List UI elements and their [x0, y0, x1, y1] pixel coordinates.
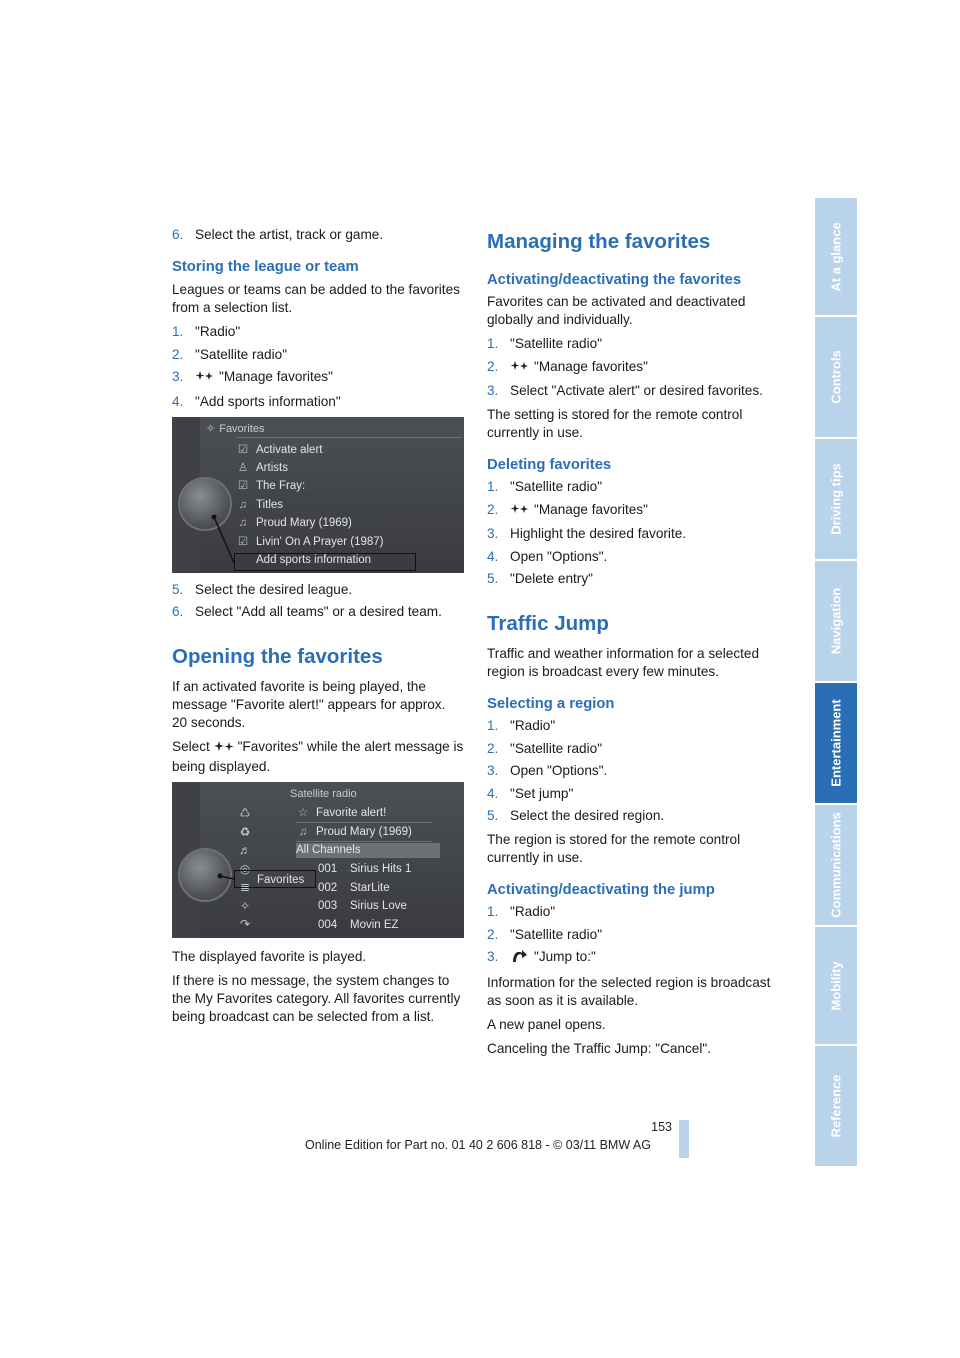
music-icon: ♬: [239, 843, 251, 857]
paragraph-panel: A new panel opens.: [487, 1017, 606, 1032]
step-item: [487, 717, 779, 735]
step-number: 2.: [487, 740, 499, 756]
step-text: "Satellite radio": [510, 479, 603, 494]
menu-title: Satellite radio: [290, 788, 357, 800]
step-number: 3.: [487, 526, 499, 541]
menu-item-icon: ☑: [237, 443, 249, 456]
traffic-icon: ♺: [239, 806, 251, 820]
step-item: [172, 603, 464, 621]
callout-line: [172, 782, 464, 938]
chapter-tab-label: At a glance: [828, 221, 844, 292]
step-text: Open "Options".: [510, 763, 608, 778]
menu-item-icon: ♫: [238, 498, 248, 511]
step-text: "Satellite radio": [510, 336, 603, 351]
step-text: "Add sports information": [195, 393, 341, 409]
step-item: [487, 358, 779, 378]
chapter-sidebar: [815, 198, 857, 1168]
heading-selecting-region: Selecting a region: [487, 696, 615, 712]
step-item: [487, 785, 779, 803]
step-text: "Satellite radio": [510, 926, 603, 942]
step-number: 4.: [172, 393, 184, 409]
step-text: Select the desired league.: [195, 581, 353, 597]
step-text: Select "Activate alert" or desired favorites.: [510, 383, 763, 398]
menu-item-label: Activate alert: [256, 443, 323, 456]
step-number: 5.: [487, 571, 499, 586]
chapter-tab-navigation[interactable]: [815, 561, 857, 681]
step-list-activating: [487, 335, 779, 400]
menu-item-icon: ♙: [237, 461, 249, 474]
step-item: [172, 346, 464, 364]
step-item: [487, 948, 779, 968]
step-text: "Delete entry": [510, 571, 593, 586]
step-number: 1.: [487, 718, 499, 733]
step-list-region: [487, 717, 779, 825]
step-list-league: [172, 323, 464, 411]
heading-storing-league: Storing the league or team: [172, 259, 359, 275]
channel-name: Sirius Love: [350, 900, 407, 912]
menu-item-label: The Fray:: [256, 480, 306, 493]
chapter-tab-reference[interactable]: [815, 1046, 857, 1166]
step-number: 1.: [487, 336, 499, 351]
paragraph-stored: The setting is stored for the remote control currently in use.: [487, 407, 743, 440]
step-number: 1.: [487, 479, 499, 494]
step-text: "Manage favorites": [219, 369, 333, 384]
step-text: Select the desired region.: [510, 808, 665, 823]
channel-number: 003: [318, 900, 338, 912]
step-item: [487, 335, 779, 353]
step-number: 2.: [487, 501, 499, 517]
chapter-tab-controls[interactable]: [815, 317, 857, 437]
chapter-tab-label: Mobility: [828, 960, 844, 1011]
step-text: Select "Add all teams" or a desired team.: [195, 604, 442, 619]
favorites-star-icon: [510, 359, 530, 378]
chapter-tab-label: Reference: [828, 1074, 844, 1138]
step-item: [172, 323, 464, 341]
jump-arrow-icon: ↷: [239, 917, 251, 931]
refresh-icon: ♻: [239, 824, 251, 839]
step-list-deleting: [487, 478, 779, 588]
step-item: [172, 393, 464, 411]
heading-traffic-jump: Traffic Jump: [487, 612, 609, 635]
step-item: [487, 382, 779, 400]
heading-managing-favorites: Managing the favorites: [487, 230, 711, 253]
step-number: 3.: [172, 369, 184, 384]
menu-item-icon: ♫: [238, 517, 248, 530]
channel-name: StarLite: [350, 881, 390, 894]
chapter-tab-driving-tips[interactable]: [815, 439, 857, 559]
alert-item-icon: ♫: [298, 826, 308, 838]
step-number: 5.: [172, 581, 184, 597]
screenshot-favorites-menu: [172, 417, 464, 573]
channel-number: 001: [318, 863, 338, 875]
menu-item-label: Artists: [256, 461, 288, 474]
step-item: [487, 762, 779, 780]
favorites-highlight: Favorites: [234, 870, 316, 888]
paragraph-opening-2: Select "Favorites" while the alert message is being displayed.: [172, 739, 464, 774]
favorites-star-icon: [510, 502, 530, 521]
heading-activating-jump: Activating/deactivating the jump: [487, 882, 715, 898]
step-item: [487, 903, 779, 921]
menu-item-icon: ☑: [237, 480, 249, 493]
step-text: "Radio": [510, 904, 556, 919]
step-text: "Radio": [195, 324, 241, 339]
step-item: [487, 570, 779, 588]
menu-item-icon: ☑: [237, 535, 249, 548]
list-icon: ≣: [239, 880, 251, 894]
heading-deleting-favorites: Deleting favorites: [487, 457, 612, 473]
left-column: [172, 226, 464, 1032]
channel-name: Movin EZ: [350, 918, 399, 931]
step-number: 1.: [172, 324, 184, 339]
chapter-tab-communications[interactable]: [815, 805, 857, 925]
step-text: Highlight the desired favorite.: [510, 526, 687, 541]
page-number: 153: [651, 1120, 672, 1134]
menu-item-label: Livin' On A Prayer (1987): [256, 535, 384, 548]
menu-item-label: Add sports information: [256, 553, 372, 566]
callout-line: [172, 417, 464, 573]
step-list-jump: [487, 903, 779, 968]
channel-number: 002: [318, 881, 338, 894]
step-list-league-2: [172, 581, 464, 622]
alert-item-icon: ☆: [297, 807, 309, 819]
alert-item-label: Proud Mary (1969): [316, 826, 412, 838]
favorites-star-icon: [214, 739, 234, 758]
step-number: 2.: [487, 926, 499, 942]
step-item: [487, 807, 779, 825]
step-number: 4.: [487, 548, 499, 564]
channel-number: 004: [318, 918, 338, 931]
chapter-tab-label: Entertainment: [828, 699, 844, 787]
step-number: 2.: [487, 358, 499, 374]
chapter-tab-at-a-glance[interactable]: [815, 198, 857, 315]
step-number: 5.: [487, 808, 499, 823]
step-number: 2.: [172, 346, 184, 362]
paragraph-cancel: Canceling the Traffic Jump: "Cancel".: [487, 1041, 711, 1056]
step-item: [172, 368, 464, 388]
chapter-tab-label: Communications: [828, 812, 844, 918]
paragraph-info: Information for the selected region is broadcast as soon as it is available.: [487, 975, 771, 1008]
step-number: 3.: [487, 763, 499, 778]
channel-name: Sirius Hits 1: [350, 863, 412, 875]
step-number: 1.: [487, 904, 499, 919]
step-text: Open "Options".: [510, 548, 608, 564]
screenshot-satellite-radio: [172, 782, 464, 938]
chapter-tab-label: Navigation: [828, 587, 844, 655]
paragraph-no-message: If there is no message, the system changes to the My Favorites category. All favorites currently being broadcast can be selected from a list.: [172, 973, 461, 1024]
right-column: [487, 230, 779, 1064]
step-number: 3.: [487, 383, 499, 398]
step-list-intro: [172, 226, 464, 244]
step-text: "Jump to:": [534, 949, 596, 964]
chapter-tab-label: Controls: [828, 350, 844, 404]
all-channels-bar: All Channels: [296, 843, 440, 858]
jump-arrow-icon: [510, 949, 530, 968]
channel-icon: ◎: [239, 861, 251, 876]
favorites-star-icon: [195, 369, 215, 388]
step-item: 6. Select the artist, track or game.: [172, 227, 384, 242]
step-item: [487, 926, 779, 944]
chapter-tab-mobility[interactable]: [815, 927, 857, 1044]
chapter-tab-entertainment[interactable]: [815, 683, 857, 803]
step-number: 4.: [487, 785, 499, 801]
step-text: "Set jump": [510, 785, 574, 801]
paragraph-traffic: Traffic and weather information for a selected region is broadcast every few minutes.: [487, 646, 760, 679]
paragraph-league: Leagues or teams can be added to the favorites from a selection list.: [172, 282, 460, 315]
step-text: "Manage favorites": [534, 501, 648, 517]
heading-opening-favorites: Opening the favorites: [172, 645, 383, 668]
step-item: [487, 740, 779, 758]
step-item: [487, 501, 779, 521]
chapter-tab-label: Driving tips: [828, 463, 844, 535]
step-text: "Satellite radio": [195, 346, 288, 362]
step-item: [487, 525, 779, 543]
paragraph-activating: Favorites can be activated and deactivated globally and individually.: [487, 294, 746, 327]
step-text: "Satellite radio": [510, 740, 603, 756]
step-item: [172, 581, 464, 599]
paragraph-region-stored: The region is stored for the remote control currently in use.: [487, 832, 741, 865]
alert-item-label: Favorite alert!: [316, 807, 387, 819]
step-item: [487, 478, 779, 496]
step-text: "Manage favorites": [534, 358, 648, 374]
menu-title: ✧ Favorites: [206, 422, 265, 435]
menu-item-label: Proud Mary (1969): [256, 517, 352, 530]
paragraph-played: The displayed favorite is played.: [172, 949, 367, 964]
menu-item-label: Titles: [256, 498, 284, 511]
step-number: 6.: [172, 604, 184, 619]
favorites-star-icon: ✧: [239, 898, 251, 913]
page-marker: [679, 1120, 689, 1158]
paragraph-opening-1: If an activated favorite is being played, the message "Favorite alert!" appears for approx. 20 seconds.: [172, 679, 446, 730]
step-item: [487, 548, 779, 566]
step-text: "Radio": [510, 718, 556, 733]
step-number: 3.: [487, 949, 499, 964]
heading-activating-favorites: Activating/deactivating the favorites: [487, 272, 742, 288]
favorites-star-icon: ✧: [206, 422, 216, 435]
